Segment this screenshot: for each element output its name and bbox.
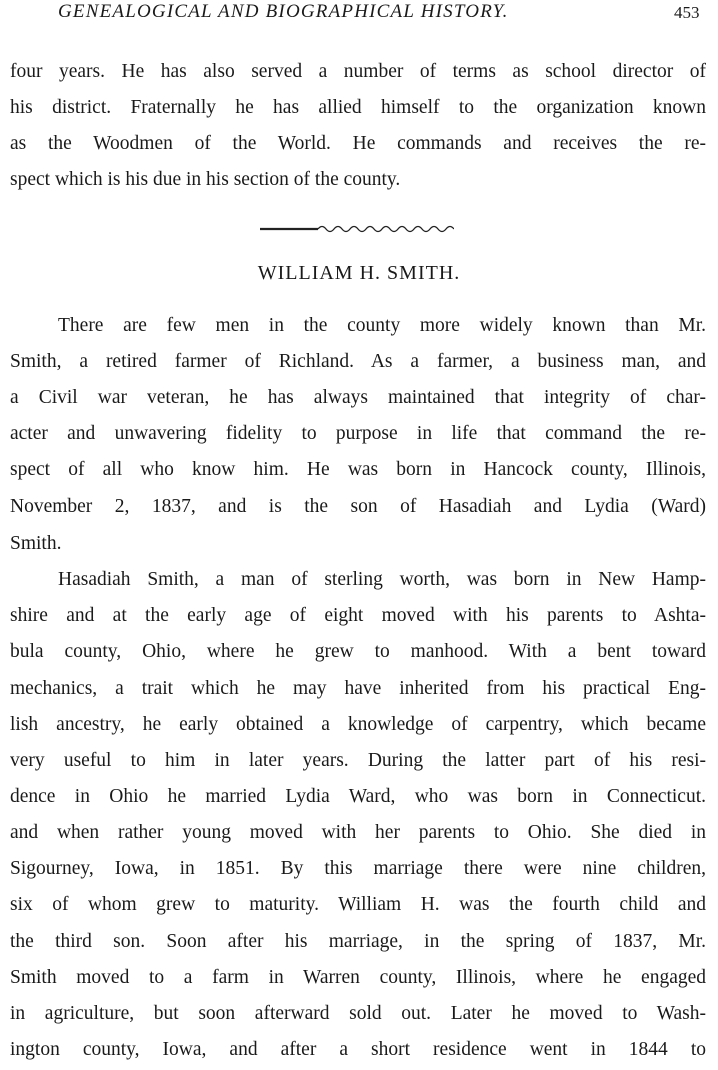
text-line: Hasadiah Smith, a man of sterling worth, was born in New Hamp-	[58, 569, 706, 590]
text-line: There are few men in the county more widely known than Mr.	[58, 315, 706, 336]
text-line: four years. He has also served a number of terms as school director of	[10, 61, 706, 82]
text-line: his district. Fraternally he has allied himself to the organization known	[10, 97, 706, 118]
section-title: WILLIAM H. SMITH.	[257, 262, 461, 284]
text-line: spect of all who know him. He was born in Hancock county, Illinois,	[10, 459, 706, 480]
page-header	[0, 0, 718, 36]
text-line: acter and unwavering fidelity to purpose in life that command the re-	[10, 423, 706, 444]
text-line: and when rather young moved with her parents to Ohio. She died in	[10, 822, 706, 843]
text-line: shire and at the early age of eight moved with his parents to Ashta-	[10, 605, 706, 626]
text-line: ington county, Iowa, and after a short residence went in 1844 to	[10, 1039, 706, 1060]
text-line: mechanics, a trait which he may have inherited from his practical Eng-	[10, 678, 706, 699]
text-line: spect which is his due in his section of the county.	[10, 169, 401, 190]
text-line: Sigourney, Iowa, in 1851. By this marriage there were nine children,	[10, 858, 706, 879]
text-line: dence in Ohio he married Lydia Ward, who was born in Connecticut.	[10, 786, 706, 807]
text-line: Smith moved to a farm in Warren county, Illinois, where he engaged	[10, 967, 706, 988]
text-line: Smith.	[10, 533, 62, 554]
text-line: bula county, Ohio, where he grew to manhood. With a bent toward	[10, 641, 706, 662]
text-line: as the Woodmen of the World. He commands and receives the re-	[10, 133, 706, 154]
text-line: lish ancestry, he early obtained a knowledge of carpentry, which became	[10, 714, 706, 735]
running-head: GENEALOGICAL AND BIOGRAPHICAL HISTORY.	[58, 1, 509, 22]
text-line: Smith, a retired farmer of Richland. As a farmer, a business man, and	[10, 351, 706, 372]
text-line: very useful to him in later years. During the latter part of his resi-	[10, 750, 706, 771]
text-line: a Civil war veteran, he has always maintained that integrity of char-	[10, 387, 706, 408]
text-line: the third son. Soon after his marriage, in the spring of 1837, Mr.	[10, 931, 706, 952]
text-line: in agriculture, but soon afterward sold out. Later he moved to Wash-	[10, 1003, 706, 1024]
page-number: 453	[674, 3, 700, 22]
text-line: November 2, 1837, and is the son of Hasadiah and Lydia (Ward)	[10, 496, 706, 517]
text-line: six of whom grew to maturity. William H. was the fourth child and	[10, 894, 706, 915]
section-divider-ornament	[258, 222, 454, 236]
